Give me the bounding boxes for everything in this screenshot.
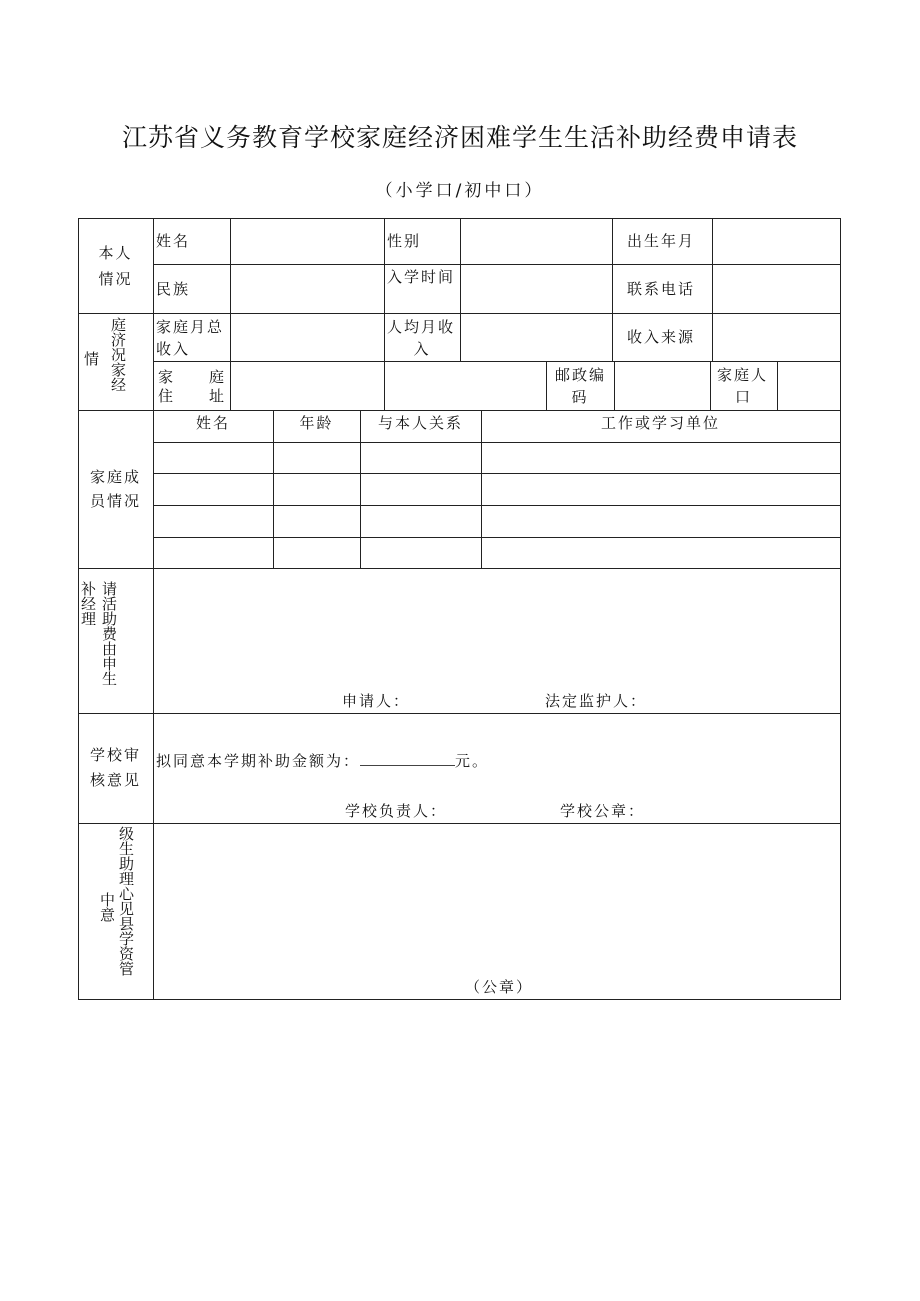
birth-date-field[interactable] bbox=[714, 220, 838, 262]
school-seal-label: 学校公章： bbox=[560, 802, 646, 820]
home-address-label-line1: 家 庭 bbox=[158, 368, 227, 386]
enrollment-date-label: 入学时间 bbox=[387, 268, 456, 286]
county-section-label-col2: 级生助理心见县学资管 bbox=[117, 826, 135, 976]
table-border-bottom bbox=[78, 999, 841, 1000]
economy-section-label-col2: 庭济况家经 bbox=[109, 317, 127, 392]
per-capita-income-field[interactable] bbox=[462, 315, 610, 359]
section-divider bbox=[78, 410, 841, 411]
form-title: 江苏省义务教育学校家庭经济困难学生生活补助经费申请表 bbox=[121, 123, 798, 152]
phone-label: 联系电话 bbox=[627, 280, 696, 298]
members-section-label-line2: 员情况 bbox=[89, 492, 141, 510]
family-size-label-line1: 家庭人 bbox=[717, 366, 769, 384]
label-column-divider bbox=[153, 218, 154, 999]
col-divider bbox=[230, 361, 231, 410]
members-header-relation: 与本人关系 bbox=[377, 414, 463, 432]
family-size-label-line2: 口 bbox=[734, 388, 752, 406]
postcode-label-line2: 码 bbox=[571, 388, 589, 406]
school-section-label-line2: 核意见 bbox=[89, 771, 141, 789]
gender-label: 性别 bbox=[387, 232, 422, 250]
gender-field[interactable] bbox=[462, 220, 610, 262]
phone-field[interactable] bbox=[714, 266, 838, 311]
col-divider bbox=[614, 361, 615, 410]
members-header-age: 年龄 bbox=[299, 414, 334, 432]
subsidy-amount-suffix: 元。 bbox=[455, 752, 490, 770]
postcode-label-line1: 邮政编 bbox=[555, 366, 607, 384]
household-income-label-line1: 家庭月总 bbox=[156, 318, 225, 336]
section-divider bbox=[78, 568, 841, 569]
members-row[interactable] bbox=[154, 538, 840, 568]
name-field[interactable] bbox=[232, 220, 382, 262]
col-divider bbox=[230, 218, 231, 313]
applicant-signature-label: 申请人： bbox=[342, 692, 411, 710]
members-row[interactable] bbox=[154, 506, 840, 537]
members-header-name: 姓名 bbox=[195, 414, 230, 432]
income-source-field[interactable] bbox=[714, 315, 838, 359]
subsidy-amount-blank[interactable] bbox=[360, 751, 455, 766]
per-capita-income-label-line1: 人均月收 bbox=[387, 318, 456, 336]
members-header-workplace: 工作或学习单位 bbox=[600, 414, 720, 432]
guardian-signature-label: 法定监护人： bbox=[545, 692, 648, 710]
members-section-label-line1: 家庭成 bbox=[89, 468, 141, 486]
birth-date-label: 出生年月 bbox=[627, 232, 696, 250]
personal-section-label-line2: 情况 bbox=[98, 270, 133, 288]
form-subtitle: （小学口/初中口） bbox=[375, 181, 545, 201]
county-seal-label: （公章） bbox=[465, 978, 534, 996]
name-label: 姓名 bbox=[156, 232, 191, 250]
ethnicity-label: 民族 bbox=[156, 280, 191, 298]
section-divider bbox=[78, 713, 841, 714]
enrollment-date-field[interactable] bbox=[462, 266, 610, 311]
section-divider bbox=[78, 823, 841, 824]
income-source-label: 收入来源 bbox=[627, 328, 696, 346]
col-divider bbox=[230, 313, 231, 361]
home-address-label-line2: 住 址 bbox=[158, 387, 227, 405]
household-income-label-line2: 收入 bbox=[156, 340, 191, 358]
col-divider bbox=[612, 218, 613, 361]
row-divider bbox=[153, 361, 841, 362]
school-section-label-line1: 学校审 bbox=[89, 746, 141, 764]
members-row[interactable] bbox=[154, 474, 840, 505]
reason-text-area[interactable] bbox=[155, 570, 838, 685]
col-divider bbox=[460, 218, 461, 361]
county-section-label-col1: 中意 bbox=[98, 892, 116, 922]
subsidy-amount-prefix: 拟同意本学期补助金额为： bbox=[156, 752, 361, 770]
ethnicity-field[interactable] bbox=[232, 266, 382, 311]
reason-section-label-col1: 补经理 bbox=[79, 581, 97, 626]
reason-section-label-col2: 请活助费由申生 bbox=[100, 581, 118, 686]
per-capita-income-label-line2: 入 bbox=[413, 340, 431, 358]
family-size-field[interactable] bbox=[779, 363, 838, 408]
col-divider bbox=[777, 361, 778, 410]
personal-section-label-line1: 本人 bbox=[98, 244, 133, 262]
table-border-right bbox=[840, 218, 841, 999]
row-divider bbox=[153, 264, 841, 265]
home-address-field[interactable] bbox=[232, 363, 544, 408]
postcode-field[interactable] bbox=[616, 363, 708, 408]
subsidy-amount-line bbox=[156, 750, 489, 772]
principal-signature-label: 学校负责人： bbox=[345, 802, 448, 820]
county-opinion-area[interactable] bbox=[155, 825, 838, 970]
members-row[interactable] bbox=[154, 443, 840, 473]
col-divider bbox=[712, 218, 713, 361]
household-income-field[interactable] bbox=[232, 315, 382, 359]
economy-section-label-col1: 情 bbox=[82, 351, 100, 366]
